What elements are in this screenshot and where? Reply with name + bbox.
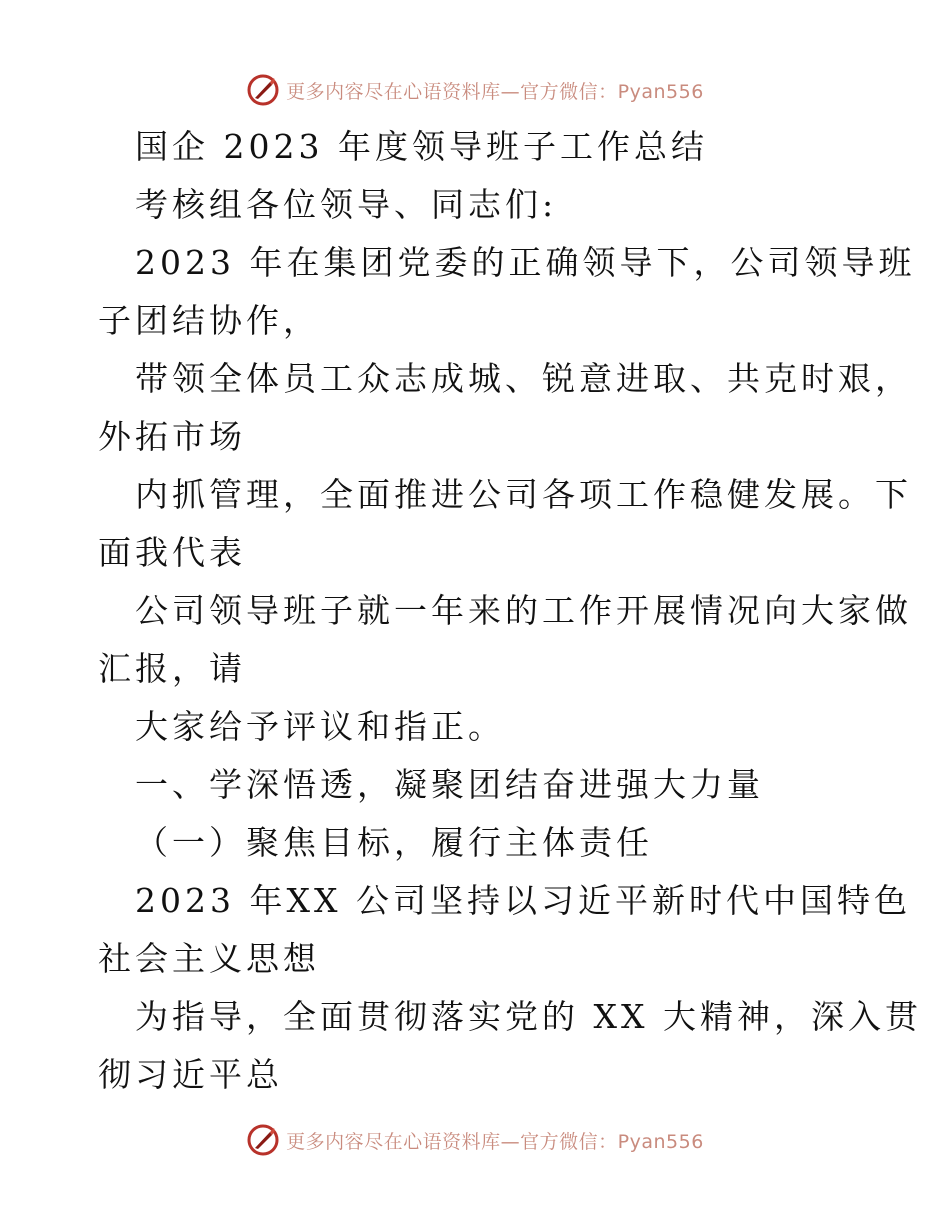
text-line: 2023 年在集团党委的正确领导下，公司领导班: [135, 243, 916, 282]
text-line: 社会主义思想: [98, 939, 320, 978]
quill-logo-icon: [246, 1123, 280, 1157]
text-line: 面我代表: [98, 533, 246, 572]
watermark-text: 更多内容尽在心语资料库—官方微信：Pyan556: [286, 80, 704, 103]
quill-logo-icon: [246, 73, 280, 107]
text-line: 2023 年XX 公司坚持以习近平新时代中国特色: [135, 881, 911, 920]
text-line: 汇报，请: [98, 649, 246, 688]
document-body: [98, 118, 922, 1104]
watermark-text: 更多内容尽在心语资料库—官方微信：Pyan556: [286, 1130, 704, 1153]
text-line: 考核组各位领导、同志们:: [135, 185, 558, 224]
text-line: 公司领导班子就一年来的工作开展情况向大家做: [135, 591, 912, 630]
text-line: 一、学深悟透，凝聚团结奋进强大力量: [135, 765, 764, 804]
text-line: 国企 2023 年度领导班子工作总结: [135, 127, 708, 166]
text-line: 内抓管理，全面推进公司各项工作稳健发展。下: [135, 475, 912, 514]
footer-watermark: [0, 1120, 950, 1160]
text-line: 大家给予评议和指正。: [135, 707, 505, 746]
text-line: 彻习近平总: [98, 1055, 283, 1094]
text-line: （一）聚焦目标，履行主体责任: [135, 823, 653, 862]
header-watermark: [0, 70, 950, 110]
text-line: 为指导，全面贯彻落实党的 XX 大精神，深入贯: [135, 997, 922, 1036]
text-line: 带领全体员工众志成城、锐意进取、共克时艰，: [135, 359, 912, 398]
text-line: 外拓市场: [98, 417, 246, 456]
text-line: 子团结协作，: [98, 301, 320, 340]
